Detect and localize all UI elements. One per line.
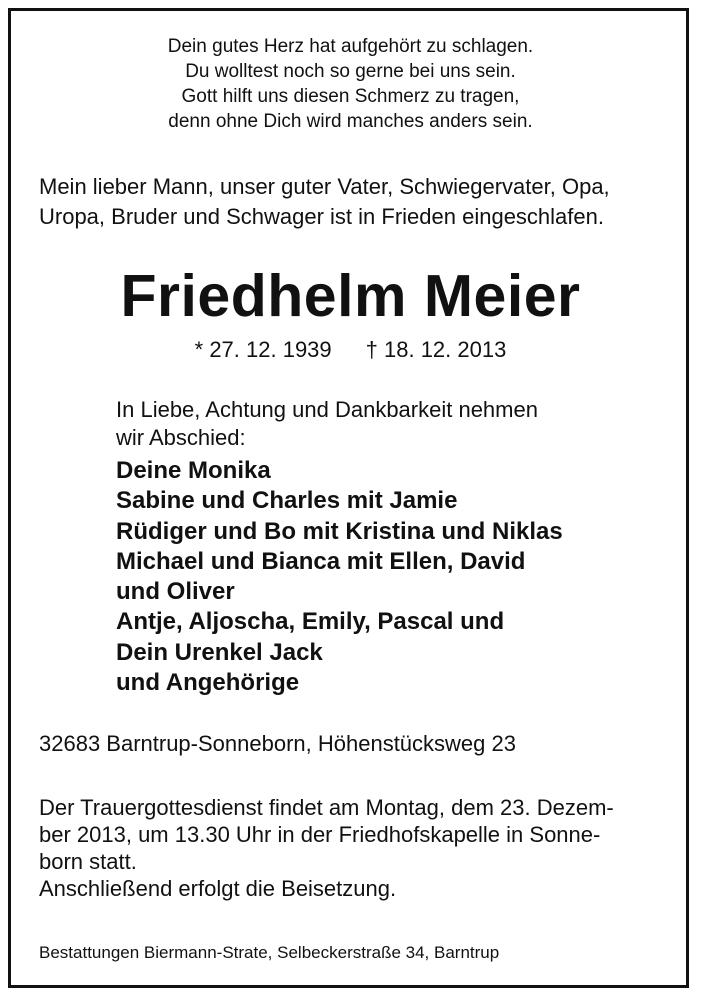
- family-line: Sabine und Charles mit Jamie: [116, 487, 458, 515]
- family-list: [116, 456, 563, 698]
- poem-verse: [0, 34, 701, 134]
- poem-line: Dein gutes Herz hat aufgehört zu schlagen.: [167, 36, 534, 57]
- family-line: Dein Urenkel Jack: [116, 638, 323, 666]
- funeral-home-info: Bestattungen Biermann-Strate, Selbeckerstraße 34, Barntrup: [39, 943, 500, 962]
- poem-line: Gott hilft uns diesen Schmerz zu tragen,: [181, 86, 520, 107]
- deceased-name: Friedhelm Meier: [120, 263, 581, 329]
- poem-line: Du wolltest noch so gerne bei uns sein.: [185, 61, 516, 82]
- family-line: Michael und Bianca mit Ellen, David: [116, 547, 526, 575]
- life-dates: [0, 336, 701, 364]
- service-line: born statt.: [39, 849, 137, 874]
- family-line: und Oliver: [116, 578, 235, 606]
- intro-paragraph: [39, 172, 679, 232]
- poem-line: denn ohne Dich wird manches anders sein.: [168, 111, 533, 132]
- family-line: Antje, Aljoscha, Emily, Pascal und: [116, 608, 505, 636]
- service-line: Der Trauergottesdienst findet am Montag, dem 23. Dezem-: [39, 795, 614, 820]
- service-info: [39, 794, 614, 902]
- farewell-line: In Liebe, Achtung und Dankbarkeit nehmen: [116, 397, 538, 422]
- farewell-text: [116, 396, 538, 452]
- family-line: Deine Monika: [116, 457, 271, 484]
- service-line: Anschließend erfolgt die Beisetzung.: [39, 876, 397, 901]
- birth-date: * 27. 12. 1939: [194, 337, 332, 362]
- family-line: Rüdiger und Bo mit Kristina und Niklas: [116, 517, 563, 545]
- death-date: † 18. 12. 2013: [365, 337, 507, 362]
- family-address: 32683 Barntrup-Sonneborn, Höhenstücksweg 23: [39, 731, 516, 756]
- intro-line: Uropa, Bruder und Schwager ist in Frieden eingeschlafen.: [39, 204, 604, 229]
- service-line: ber 2013, um 13.30 Uhr in der Friedhofskapelle in Sonne-: [39, 822, 601, 847]
- intro-line: Mein lieber Mann, unser guter Vater, Schwiegervater, Opa,: [39, 174, 610, 199]
- family-line: und Angehörige: [116, 669, 300, 697]
- farewell-line: wir Abschied:: [116, 425, 246, 450]
